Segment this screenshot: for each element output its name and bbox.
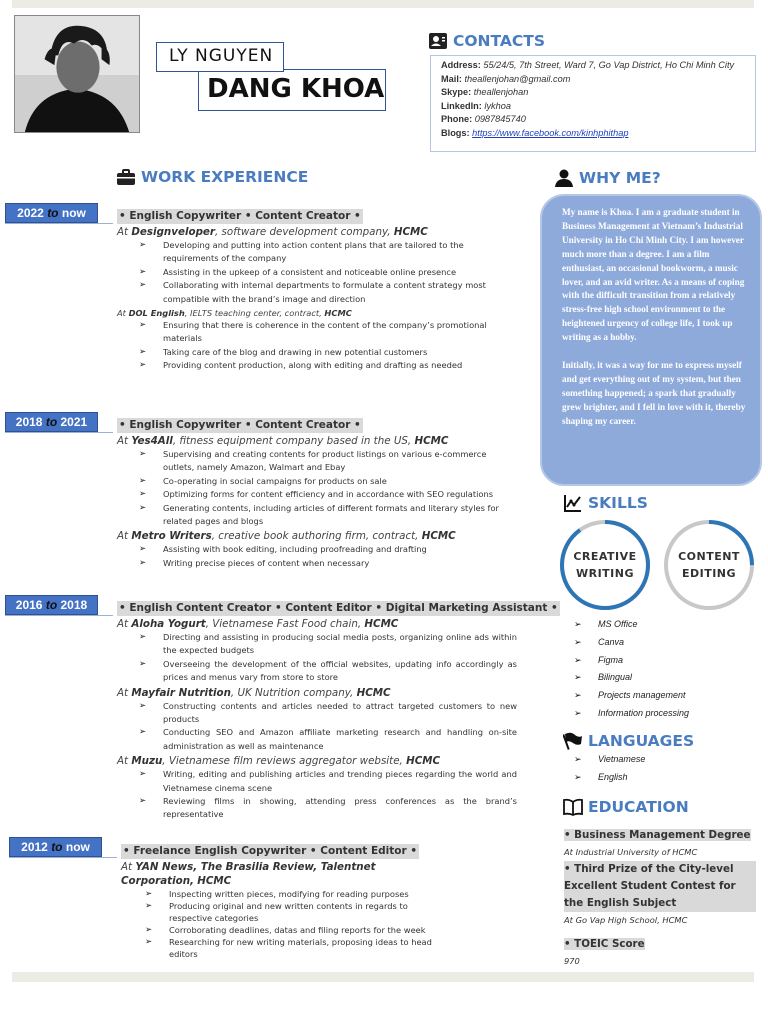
list-item: ➢ Developing and putting into action content plans that are tailored to the requirements of the company bbox=[139, 239, 517, 266]
duty-list bbox=[139, 239, 517, 306]
contact-card-icon bbox=[428, 31, 448, 51]
profile-photo bbox=[14, 15, 140, 133]
contacts-title: CONTACTS bbox=[453, 32, 546, 50]
role-title: • English Content Creator • Content Editor • Digital Marketing Assistant • bbox=[119, 602, 558, 614]
period-1-dates: 2022 to now bbox=[5, 203, 98, 223]
languages-title: LANGUAGES bbox=[588, 732, 695, 750]
skill-circle-label: CREATIVE WRITING bbox=[573, 550, 637, 580]
list-item: ➢ Writing, editing and publishing articles and trending pieces regarding the world and Vietnamese cinema scene bbox=[139, 768, 517, 795]
why-me-paragraph-2: Initially, it was a way for me to express myself and get everything out of my system, but then something happened; a spark that gradually grew brighter, and I fell in love with it, thereby shaping my career. bbox=[562, 360, 746, 426]
work-experience-heading bbox=[116, 167, 308, 187]
list-item: ➢ Projects management bbox=[574, 687, 689, 705]
work-experience-title: WORK EXPERIENCE bbox=[141, 168, 309, 186]
last-name: DANG KHOA bbox=[198, 69, 386, 111]
school-line: At Industrial University of HCMC bbox=[564, 847, 698, 857]
employer-line: At DOL English, IELTS teaching center, contract, HCMC bbox=[117, 308, 352, 319]
employer-line: At Designveloper, software development company, HCMC bbox=[117, 226, 428, 238]
contacts-heading bbox=[428, 31, 545, 51]
list-item: ➢ Vietnamese bbox=[574, 751, 645, 769]
contact-phone: Phone: 0987845740 bbox=[441, 114, 526, 124]
list-item: ➢ Collaborating with internal departments to formulate a content strategy most compatible with the brand’s image and direction bbox=[139, 279, 517, 306]
why-me-heading bbox=[554, 168, 661, 188]
list-item: ➢ Constructing contents and articles needed to attract targeted customers to new products bbox=[139, 700, 517, 727]
period-2 bbox=[117, 413, 517, 570]
list-item: ➢ English bbox=[574, 769, 645, 787]
why-me-card bbox=[540, 194, 762, 486]
period-divider bbox=[5, 615, 113, 616]
education-item-toeic bbox=[564, 932, 756, 968]
education-heading bbox=[563, 797, 689, 817]
employer-line: At Metro Writers, creative book authoring firm, contract, HCMC bbox=[117, 530, 456, 543]
employer-line: At Muzu, Vietnamese film reviews aggregator website, HCMC bbox=[117, 755, 441, 768]
why-me-title: WHY ME? bbox=[579, 169, 661, 187]
list-item: ➢ Producing original and new written contents in regards to respective categories bbox=[145, 900, 451, 924]
list-item: ➢ MS Office bbox=[574, 616, 689, 634]
list-item: ➢ Providing content production, along with editing and drafting as needed bbox=[139, 359, 517, 372]
list-item: ➢ Bilingual bbox=[574, 669, 689, 687]
period-divider bbox=[5, 223, 113, 224]
skills-title: SKILLS bbox=[588, 494, 648, 512]
period-3 bbox=[117, 596, 558, 822]
languages-list bbox=[574, 751, 645, 786]
period-divider bbox=[9, 857, 117, 858]
education-title: EDUCATION bbox=[588, 798, 689, 816]
contact-blogs: Blogs: https://www.facebook.com/kinhphithap bbox=[441, 127, 629, 138]
portrait-image bbox=[15, 16, 139, 132]
list-item: ➢ Assisting in the upkeep of a consistent and noticeable online presence bbox=[139, 266, 517, 279]
list-item: ➢ Conducting SEO and Amazon affiliate marketing research and handling on-site administration as well as maintenance bbox=[139, 726, 517, 753]
employer-line: At Yes4All, fitness equipment company based in the US, HCMC bbox=[117, 435, 449, 447]
school-line: At Go Vap High School, HCMC bbox=[564, 915, 688, 925]
top-decor-bar bbox=[12, 0, 754, 8]
employer-line: At Mayfair Nutrition, UK Nutrition company, HCMC bbox=[117, 686, 391, 699]
briefcase-icon bbox=[116, 167, 136, 187]
employer-line: At YAN News, The Brasilia Review, Talentnet Corporation, HCMC bbox=[121, 861, 376, 887]
list-item: ➢ Overseeing the development of the official websites, updating info accordingly as prices and menus vary from store to store bbox=[139, 658, 517, 685]
blog-link[interactable]: https://www.facebook.com/kinhphithap bbox=[472, 127, 629, 138]
role-title: • English Copywriter • Content Creator • bbox=[119, 210, 361, 222]
list-item: ➢ Taking care of the blog and drawing in new potential customers bbox=[139, 346, 517, 359]
duty-list bbox=[139, 631, 517, 685]
role-title: • Freelance English Copywriter • Content Editor • bbox=[123, 845, 418, 857]
period-4 bbox=[121, 839, 451, 960]
contact-mail: Mail: theallenjohan@gmail.com bbox=[441, 73, 571, 84]
degree-title: • Business Management Degree bbox=[564, 829, 751, 841]
toeic-score: 970 bbox=[564, 956, 580, 966]
list-item: ➢ Canva bbox=[574, 634, 689, 652]
list-item: ➢ Figma bbox=[574, 652, 689, 670]
period-divider bbox=[5, 432, 113, 433]
contact-address: Address: 55/24/5, 7th Street, Ward 7, Go Vap District, Ho Chi Minh City bbox=[441, 60, 735, 70]
list-item: ➢ Corroborating deadlines, datas and filing reports for the week bbox=[145, 924, 451, 936]
role-title: • English Copywriter • Content Creator • bbox=[119, 419, 361, 431]
flag-icon bbox=[563, 731, 583, 751]
list-item: ➢ Writing precise pieces of content when necessary bbox=[139, 557, 517, 570]
period-3-dates: 2016 to 2018 bbox=[5, 595, 98, 615]
list-item: ➢ Supervising and creating contents for product listings on various e-commerce outlets, namely Amazon, Walmart and Ebay bbox=[139, 448, 517, 475]
chart-trend-icon bbox=[563, 493, 583, 513]
skill-circle-label: CONTENT EDITING bbox=[678, 550, 740, 580]
why-me-paragraph-1: My name is Khoa. I am a graduate student in Business Management at Vietnam’s Industrial University in Ho Chi Minh City. I am however much more than a degree. I am a film enthusiast, an occasional bookworm, a music lover, and an avid writer. As a means of coping with the difficult transition from a relatively stress-free high school environment to the heightened urgency of college life, I took up writing as a hobby. bbox=[562, 207, 745, 343]
list-item: ➢ Ensuring that there is coherence in the content of the company’s promotional materials bbox=[139, 319, 517, 346]
duty-list bbox=[145, 888, 451, 960]
languages-heading bbox=[563, 731, 694, 751]
list-item: ➢ Optimizing forms for content efficiency and in accordance with SEO regulations bbox=[139, 488, 517, 501]
person-icon bbox=[554, 168, 574, 188]
award-title: • Third Prize of the City-level Excellent Student Contest for the English Subject bbox=[564, 861, 756, 912]
contact-skype: Skype: theallenjohan bbox=[441, 87, 529, 97]
bottom-decor-bar bbox=[12, 972, 754, 982]
skills-list bbox=[574, 616, 689, 723]
education-item-degree bbox=[564, 823, 756, 859]
list-item: ➢ Information processing bbox=[574, 705, 689, 723]
list-item: ➢ Directing and assisting in producing social media posts, organizing online ads within the expected budgets bbox=[139, 631, 517, 658]
education-item-award bbox=[564, 861, 756, 927]
list-item: ➢ Inspecting written pieces, modifying for reading purposes bbox=[145, 888, 451, 900]
skill-circle-creative-writing bbox=[559, 519, 651, 611]
duty-list bbox=[139, 448, 517, 528]
list-item: ➢ Generating contents, including articles of different formats and literary styles for related pages and blogs bbox=[139, 502, 517, 529]
first-name: LY NGUYEN bbox=[156, 42, 284, 72]
list-item: ➢ Researching for new writing materials, proposing ideas to head editors bbox=[145, 936, 451, 960]
list-item: ➢ Reviewing films in showing, attending press conferences as the brand’s representative bbox=[139, 795, 517, 822]
toeic-title: • TOEIC Score bbox=[564, 938, 645, 950]
list-item: ➢ Co-operating in social campaigns for products on sale bbox=[139, 475, 517, 488]
period-1 bbox=[117, 204, 517, 373]
duty-list bbox=[139, 700, 517, 754]
list-item: ➢ Assisting with book editing, including proofreading and drafting bbox=[139, 543, 517, 556]
duty-list bbox=[139, 319, 517, 373]
open-book-icon bbox=[563, 797, 583, 817]
duty-list bbox=[139, 768, 517, 822]
duty-list bbox=[139, 543, 517, 570]
period-2-dates: 2018 to 2021 bbox=[5, 412, 98, 432]
contact-linkedin: LinkedIn: lykhoa bbox=[441, 100, 511, 111]
period-4-dates: 2012 to now bbox=[9, 837, 102, 857]
employer-line: At Aloha Yogurt, Vietnamese Fast Food chain, HCMC bbox=[117, 618, 399, 630]
contacts-box bbox=[430, 55, 756, 152]
skill-circle-content-editing bbox=[663, 519, 755, 611]
skills-heading bbox=[563, 493, 648, 513]
